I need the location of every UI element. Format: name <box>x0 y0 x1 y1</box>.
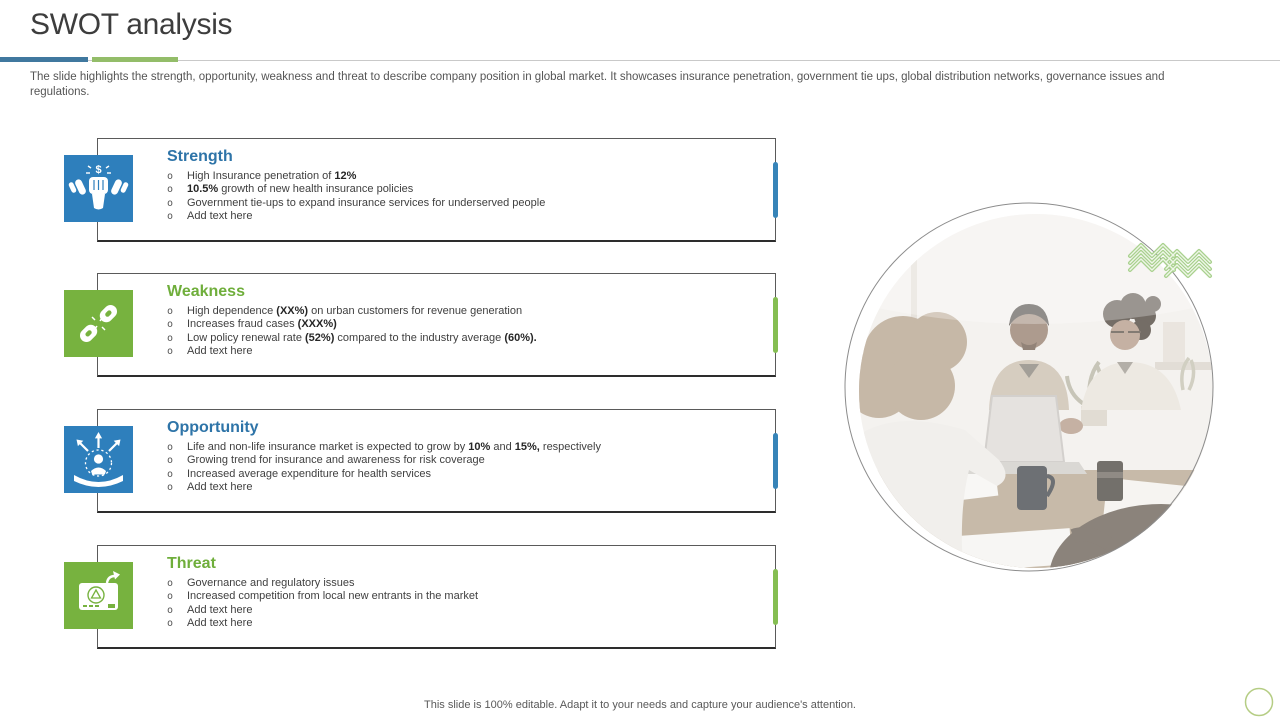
weakness-accent-bar <box>773 297 778 353</box>
bullet-item <box>167 318 761 331</box>
bullet-item <box>167 441 761 454</box>
bullet-text: Low policy renewal rate (52%) compared to the industry average (60%). <box>187 331 537 344</box>
bullet-text: Add text here <box>187 603 253 616</box>
bullet-item <box>167 590 761 603</box>
bullet-item <box>167 210 761 223</box>
bullet-text: Life and non-life insurance market is expected to grow by 10% and 15%, respectively <box>187 441 601 453</box>
bullet-text: Government tie-ups to expand insurance services for underserved people <box>187 196 546 209</box>
opportunity-accent-bar <box>773 433 778 489</box>
bullet-text: 10.5% growth of new health insurance policies <box>187 183 414 196</box>
bullet-marker: o <box>167 591 174 603</box>
bullet-marker: o <box>167 171 174 182</box>
bullet-marker: o <box>167 442 174 453</box>
footer-note: This slide is 100% editable. Adapt it to your needs and capture your audience's attention. <box>424 699 856 711</box>
bullet-marker: o <box>167 455 174 467</box>
opportunity-icon-tile <box>64 426 133 493</box>
bullet-marker: o <box>167 482 174 494</box>
bullet-item <box>167 617 761 630</box>
bullet-item <box>167 332 761 345</box>
bullet-item <box>167 305 761 318</box>
bullet-item <box>167 197 761 210</box>
swot-box-weakness <box>97 273 776 377</box>
bullet-text: Add text here <box>187 481 253 494</box>
swot-box-strength <box>97 138 776 242</box>
bullet-marker: o <box>167 211 174 223</box>
team-meeting-photo <box>859 214 1213 568</box>
box-title-weakness: Weakness <box>167 283 245 300</box>
bullet-item <box>167 577 761 590</box>
threat-bullet-list <box>167 577 761 631</box>
box-title-threat: Threat <box>167 555 216 572</box>
bullet-text: Growing trend for insurance and awareness for risk coverage <box>187 454 485 467</box>
box-title-opportunity: Opportunity <box>167 419 259 436</box>
bullet-text: High Insurance penetration of 12% <box>187 170 357 182</box>
page-title: SWOT analysis <box>30 8 233 41</box>
bullet-marker: o <box>167 346 174 358</box>
bullet-item <box>167 481 761 494</box>
strength-fist-icon <box>64 155 133 222</box>
box-title-strength: Strength <box>167 148 233 165</box>
bullet-text: Governance and regulatory issues <box>187 577 355 589</box>
weakness-icon-tile <box>64 290 133 357</box>
bullet-item <box>167 604 761 617</box>
bullet-marker: o <box>167 468 174 480</box>
weakness-bullet-list <box>167 305 761 359</box>
hand-growth-icon <box>64 426 133 493</box>
header-divider-blue-bar <box>0 57 88 62</box>
svg-text:$: $ <box>95 164 102 176</box>
strength-bullet-list <box>167 170 761 224</box>
header-divider-green-bar <box>92 57 178 62</box>
bullet-text: Increased competition from local new entrants in the market <box>187 590 479 603</box>
bullet-item <box>167 345 761 358</box>
bomb-threat-icon <box>64 562 133 629</box>
strength-accent-bar <box>773 162 778 218</box>
bullet-item <box>167 454 761 467</box>
bullet-marker: o <box>167 197 174 209</box>
slide-subtitle: The slide highlights the strength, opportunity, weakness and threat to describe company position in global market. It showcases insurance penetration, government tie ups, global distribution networks, governance issues and regulations. <box>30 71 1165 98</box>
threat-accent-bar <box>773 569 778 625</box>
header-divider-line <box>0 60 1280 61</box>
bullet-text: Increased average expenditure for health services <box>187 467 431 480</box>
bullet-marker: o <box>167 604 174 616</box>
bullet-text: Increases fraud cases (XXX%) <box>187 318 337 331</box>
strength-icon-tile <box>64 155 133 222</box>
bullet-text: High dependence (XX%) on urban customers for revenue generation <box>187 305 523 317</box>
bullet-item <box>167 170 761 183</box>
broken-chain-icon <box>64 290 133 357</box>
swot-box-threat <box>97 545 776 649</box>
bullet-text: Add text here <box>187 617 253 630</box>
bullet-marker: o <box>167 184 174 196</box>
bullet-marker: o <box>167 319 174 331</box>
bullet-text: Add text here <box>187 345 253 358</box>
threat-icon-tile <box>64 562 133 629</box>
bullet-marker: o <box>167 618 174 630</box>
swot-box-opportunity <box>97 409 776 513</box>
opportunity-bullet-list <box>167 441 761 495</box>
bullet-marker: o <box>167 332 174 344</box>
bullet-text: Add text here <box>187 210 253 223</box>
bullet-marker: o <box>167 578 174 589</box>
bullet-marker: o <box>167 306 174 317</box>
bullet-item <box>167 183 761 196</box>
bullet-item <box>167 468 761 481</box>
